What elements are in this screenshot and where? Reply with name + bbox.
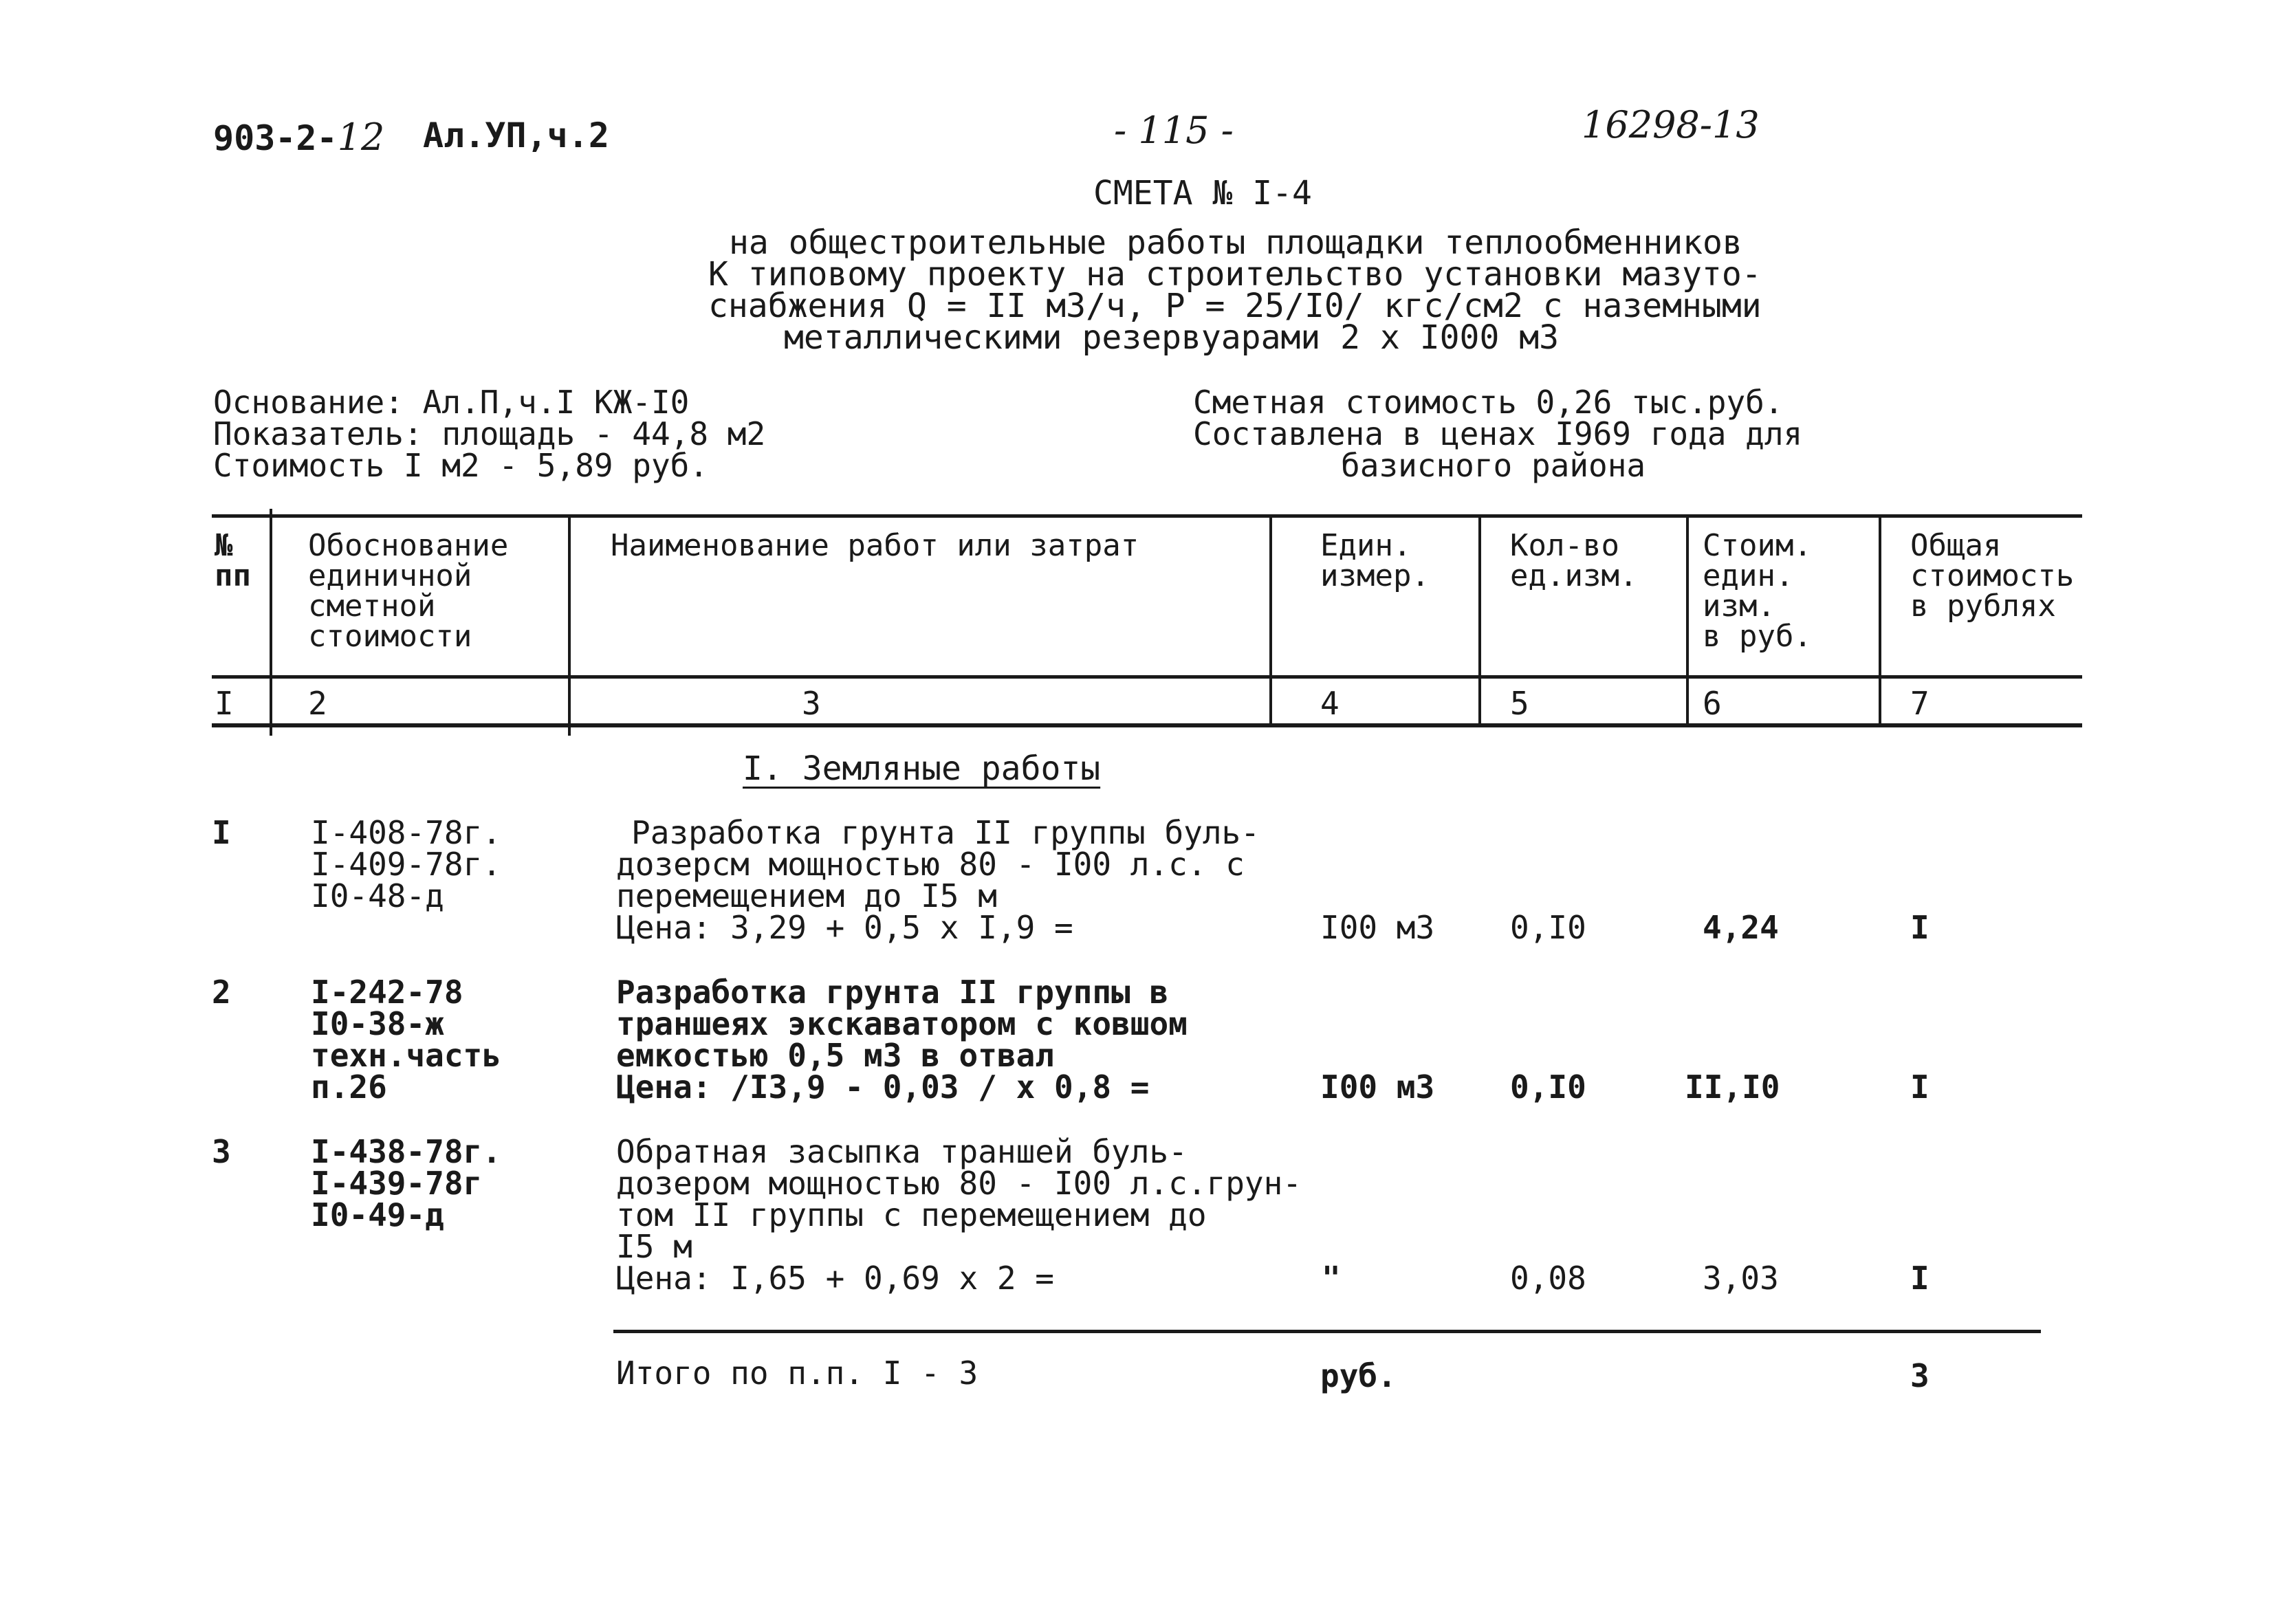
total-label: Итого по п.п. I - 3 xyxy=(616,1354,979,1392)
row-1-qty: 0,I0 xyxy=(1510,909,1586,946)
col-divider-2 xyxy=(568,514,571,736)
doc-code: 903-2-12 xyxy=(213,116,385,159)
row-2-unit: I00 м3 xyxy=(1320,1068,1435,1106)
row-1-num: I xyxy=(212,814,231,851)
col-divider-1 xyxy=(270,509,272,736)
header-bottom-rule xyxy=(212,675,2082,679)
col-divider-5 xyxy=(1686,514,1689,727)
title-line-4: металлическими резервуарами 2 х I000 м3 xyxy=(784,318,1560,357)
col-header-2: Обоснование единичной сметной стоимости xyxy=(308,528,509,654)
meta-indicator: Показатель: площадь - 44,8 м2 xyxy=(213,415,766,452)
col-divider-4 xyxy=(1478,514,1481,727)
col-header-5: Кол-во ед.изм. xyxy=(1510,528,1638,593)
row-3-total: I xyxy=(1910,1260,1929,1297)
col-number-6: 6 xyxy=(1703,685,1722,722)
row-3-unit: " xyxy=(1322,1260,1341,1297)
page-number: - 115 - xyxy=(1114,109,1234,152)
row-3-basis: I-438-78г. I-439-78г I0-49-д xyxy=(311,1133,501,1233)
row-1-price: 4,24 xyxy=(1703,909,1779,946)
col-number-7: 7 xyxy=(1910,685,1929,722)
meta-estimated-cost: Сметная стоимость 0,26 тыс.руб. xyxy=(1193,384,1784,421)
row-1-total: I xyxy=(1910,909,1929,946)
meta-basis: Основание: Ал.П,ч.I КЖ-I0 xyxy=(213,384,690,421)
row-3-name: Обратная засыпка траншей буль- дозером мощностью 80 - I00 л.с.грун- том II группы с перемещением до I5 м Цена: I,65 + 0,69 х 2 = xyxy=(616,1133,1302,1297)
col-header-3: Наименование работ или затрат xyxy=(611,528,1139,563)
col-number-2: 2 xyxy=(308,685,327,722)
row-2-basis: I-242-78 I0-38-ж техн.часть п.26 xyxy=(311,974,501,1106)
col-header-1: № пп xyxy=(215,528,251,593)
row-2-num: 2 xyxy=(212,974,231,1011)
col-number-3: 3 xyxy=(802,685,821,722)
title-line-1: на общестроительные работы площадки теплообменников xyxy=(729,223,1742,262)
meta-region: базисного района xyxy=(1341,447,1646,484)
row-2-price: II,I0 xyxy=(1685,1068,1780,1106)
row-2-total: I xyxy=(1910,1068,1929,1106)
title-line-3: снабжения Q = II м3/ч, Р = 25/I0/ кгс/см2 с наземными xyxy=(708,287,1762,325)
col-divider-6 xyxy=(1879,514,1881,727)
row-1-basis: I-408-78г. I-409-78г. I0-48-д xyxy=(311,814,501,914)
album-ref: Ал.УП,ч.2 xyxy=(423,116,609,155)
row-1-name: Разработка грунта II группы буль- дозерсм мощностью 80 - I00 л.с. с перемещением до I5 м Цена: 3,29 + 0,5 х I,9 = xyxy=(616,814,1260,946)
table-top-rule xyxy=(212,514,2082,518)
row-3-qty: 0,08 xyxy=(1510,1260,1586,1297)
col-divider-3 xyxy=(1269,514,1272,727)
col-number-5: 5 xyxy=(1510,685,1529,722)
col-header-7: Общая стоимость в рублях xyxy=(1910,528,2075,624)
col-number-1: I xyxy=(215,685,234,722)
title-line-2: К типовому проекту на строительство установки мазуто- xyxy=(708,255,1762,294)
section-title: I. Земляные работы xyxy=(743,749,1101,788)
row-3-price: 3,03 xyxy=(1703,1260,1779,1297)
meta-unit-cost: Стоимость I м2 - 5,89 руб. xyxy=(213,447,709,484)
row-1-unit: I00 м3 xyxy=(1320,909,1435,946)
row-2-qty: 0,I0 xyxy=(1510,1068,1586,1106)
total-value: 3 xyxy=(1910,1357,1929,1394)
row-3-num: 3 xyxy=(212,1133,231,1170)
col-number-4: 4 xyxy=(1320,685,1340,722)
numbers-bottom-rule xyxy=(212,723,2082,727)
col-header-4: Един. измер. xyxy=(1320,528,1430,593)
estimate-heading: СМЕТА № I-4 xyxy=(1093,174,1312,212)
total-rule xyxy=(613,1330,2041,1333)
col-header-6: Стоим. един. изм. в руб. xyxy=(1703,528,1812,654)
total-unit: руб. xyxy=(1320,1357,1397,1394)
meta-prices-year: Составлена в ценах I969 года для xyxy=(1193,415,1803,452)
stamp-number: 16298-13 xyxy=(1582,103,1760,146)
row-2-name: Разработка грунта II группы в траншеях экскаватором с ковшом емкостью 0,5 м3 в отвал Цена: /I3,9 - 0,03 / х 0,8 = xyxy=(616,974,1188,1106)
